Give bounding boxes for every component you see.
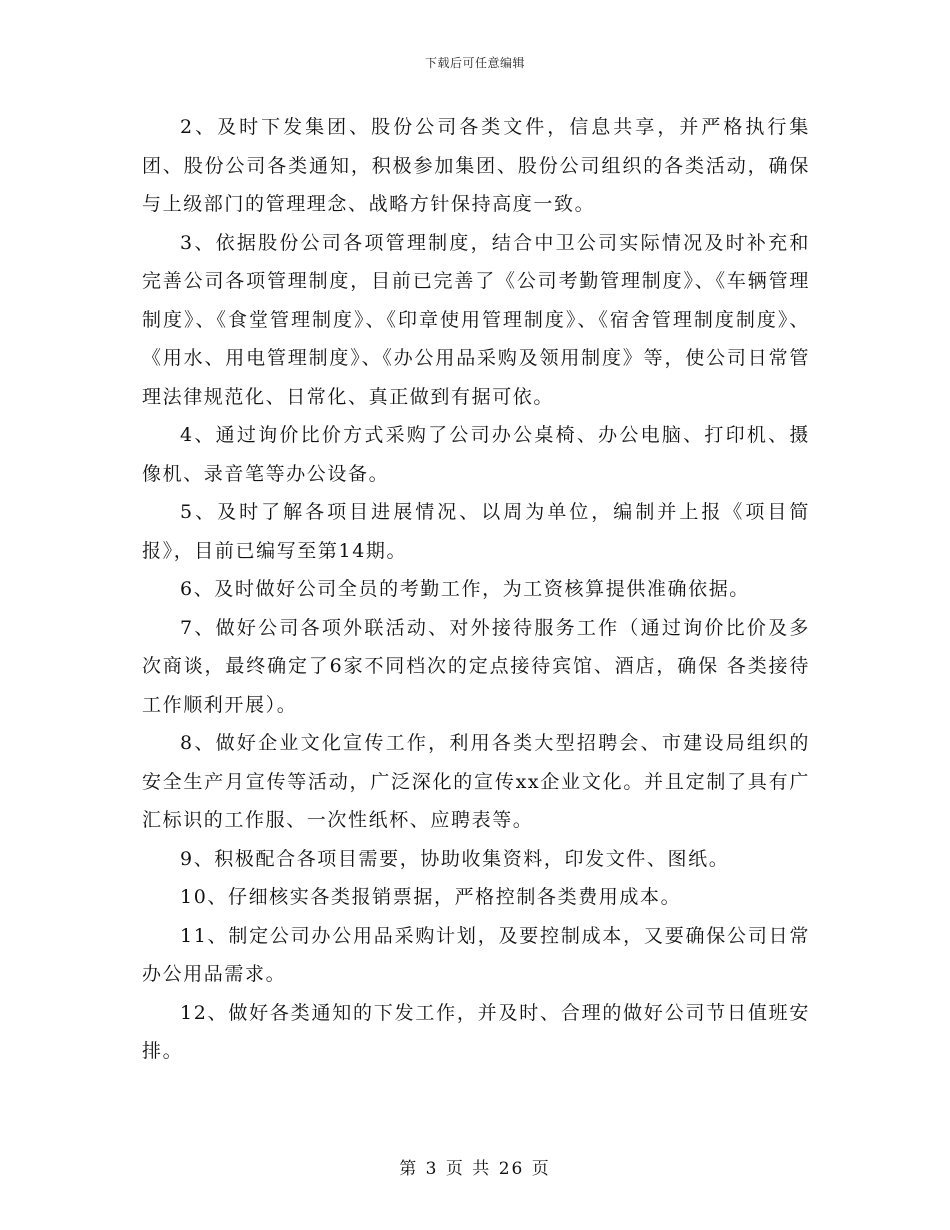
paragraph-item-8: 8、做好企业文化宣传工作，利用各类大型招聘会、市建设局组织的安全生产月宣传等活动，广泛深化的宣传xx企业文化。并且定制了具有广汇标识的工作服、一次性纸杯、应聘表等。 — [142, 732, 810, 831]
paragraph-item-2: 2、及时下发集团、股份公司各类文件，信息共享，并严格执行集团、股份公司各类通知，积极参加集团、股份公司组织的各类活动，确保与上级部门的管理理念、战略方针保持高度一致。 — [142, 116, 810, 215]
paragraph-item-4: 4、通过询价比价方式采购了公司办公桌椅、办公电脑、打印机、摄像机、录音笔等办公设备。 — [142, 424, 810, 485]
paragraph-item-9: 9、积极配合各项目需要，协助收集资料，印发文件、图纸。 — [180, 847, 730, 870]
paragraph-item-5: 5、及时了解各项目进展情况、以周为单位，编制并上报《项目简报》，目前已编写至第14期。 — [142, 501, 810, 562]
paragraph-item-7: 7、做好公司各项外联活动、对外接待服务工作（通过询价比价及多次商谈，最终确定了6家不同档次的定点接待宾馆、酒店，确保 各类接待工作顺利开展）。 — [142, 616, 810, 716]
paragraph-item-6: 6、及时做好公司全员的考勤工作，为工资核算提供准确依据。 — [180, 578, 750, 600]
paragraph-item-12: 12、做好各类通知的下发工作，并及时、合理的做好公司节日值班安排。 — [142, 1001, 810, 1062]
page-number-footer: 第 3 页 共 26 页 — [399, 1159, 551, 1179]
paragraph-item-3: 3、依据股份公司各项管理制度，结合中卫公司实际情况及时补充和完善公司各项管理制度，目前已完善了《公司考勤管理制度》、《车辆管理制度》、《食堂管理制度》、《印章使用管理制度》、《宿舍管理制度制度》、《用水、用电管理制度》、《办公用品采购及领用制度》等，使公司日常管理法律规范化、日常化、真正做到有据可依。 — [142, 231, 810, 408]
paragraph-item-11: 11、制定公司办公用品采购计划，及要控制成本，又要确保公司日常办公用品需求。 — [142, 924, 810, 985]
document-body — [142, 108, 810, 1071]
paragraph-item-10: 10、仔细核实各类报销票据，严格控制各类费用成本。 — [180, 886, 682, 908]
page-header: 下载后可任意编辑 — [424, 56, 525, 70]
